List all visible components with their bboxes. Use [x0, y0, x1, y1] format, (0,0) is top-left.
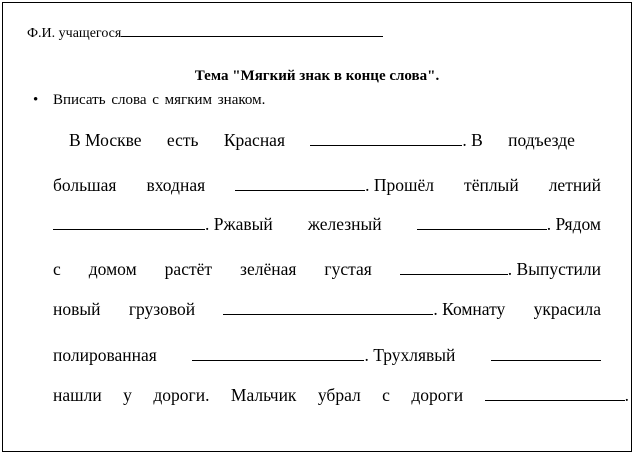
exercise-line-7 [53, 384, 629, 406]
word: подъезде [508, 130, 575, 150]
word: летний [548, 175, 601, 195]
word: . Комнату [433, 299, 506, 319]
answer-blank[interactable] [491, 345, 601, 361]
exercise-line-5 [53, 298, 601, 320]
student-name-blank [121, 22, 383, 37]
student-name-line [27, 22, 383, 42]
answer-blank[interactable] [235, 175, 365, 191]
answer-blank[interactable] [485, 385, 625, 401]
word: . В [462, 130, 483, 150]
answer-blank[interactable] [192, 345, 364, 361]
word: В Москве [69, 130, 142, 150]
task-instruction [33, 91, 265, 109]
word: растёт [164, 259, 213, 279]
answer-blank[interactable] [223, 299, 433, 315]
word: дороги. [153, 385, 210, 405]
word: у [123, 385, 132, 405]
word: тёплый [464, 175, 519, 195]
exercise-line-2 [53, 174, 601, 196]
answer-blank[interactable] [53, 214, 205, 230]
word: Красная [223, 130, 285, 150]
word: . Ржавый [205, 214, 273, 234]
exercise-line-4 [53, 258, 601, 280]
exercise-line-6 [53, 344, 601, 366]
word: грузовой [128, 299, 196, 319]
word: густая [324, 259, 372, 279]
worksheet-topic: Тема "Мягкий знак в конце слова". [194, 68, 440, 84]
word: убрал [317, 385, 361, 405]
word: дороги [411, 385, 464, 405]
word: новый [53, 299, 101, 319]
answer-blank[interactable] [400, 259, 508, 275]
answer-blank[interactable] [417, 214, 547, 230]
word: домом [88, 259, 137, 279]
word: . Рядом [546, 214, 601, 234]
bullet-icon: • [33, 92, 39, 108]
worksheet [2, 2, 632, 452]
exercise-line-1 [69, 129, 575, 151]
word: зелёная [240, 259, 297, 279]
word: . Трухлявый [364, 345, 456, 365]
word: . Выпустили [507, 259, 601, 279]
word: полированная [53, 345, 157, 365]
word: украсила [533, 299, 601, 319]
word: Мальчик [230, 385, 297, 405]
word: входная [146, 175, 206, 195]
word: большая [53, 175, 117, 195]
word: железный [307, 214, 382, 234]
word: с [382, 385, 390, 405]
word: с [53, 259, 61, 279]
answer-blank[interactable] [310, 130, 462, 146]
task-text: Вписать слова с мягким знаком. [53, 92, 266, 108]
student-name-label: Ф.И. учащегося [27, 26, 122, 41]
word: . Прошёл [365, 175, 435, 195]
word: нашли [53, 385, 102, 405]
word: есть [166, 130, 199, 150]
exercise-line-3 [53, 213, 601, 235]
word: . [624, 385, 629, 405]
